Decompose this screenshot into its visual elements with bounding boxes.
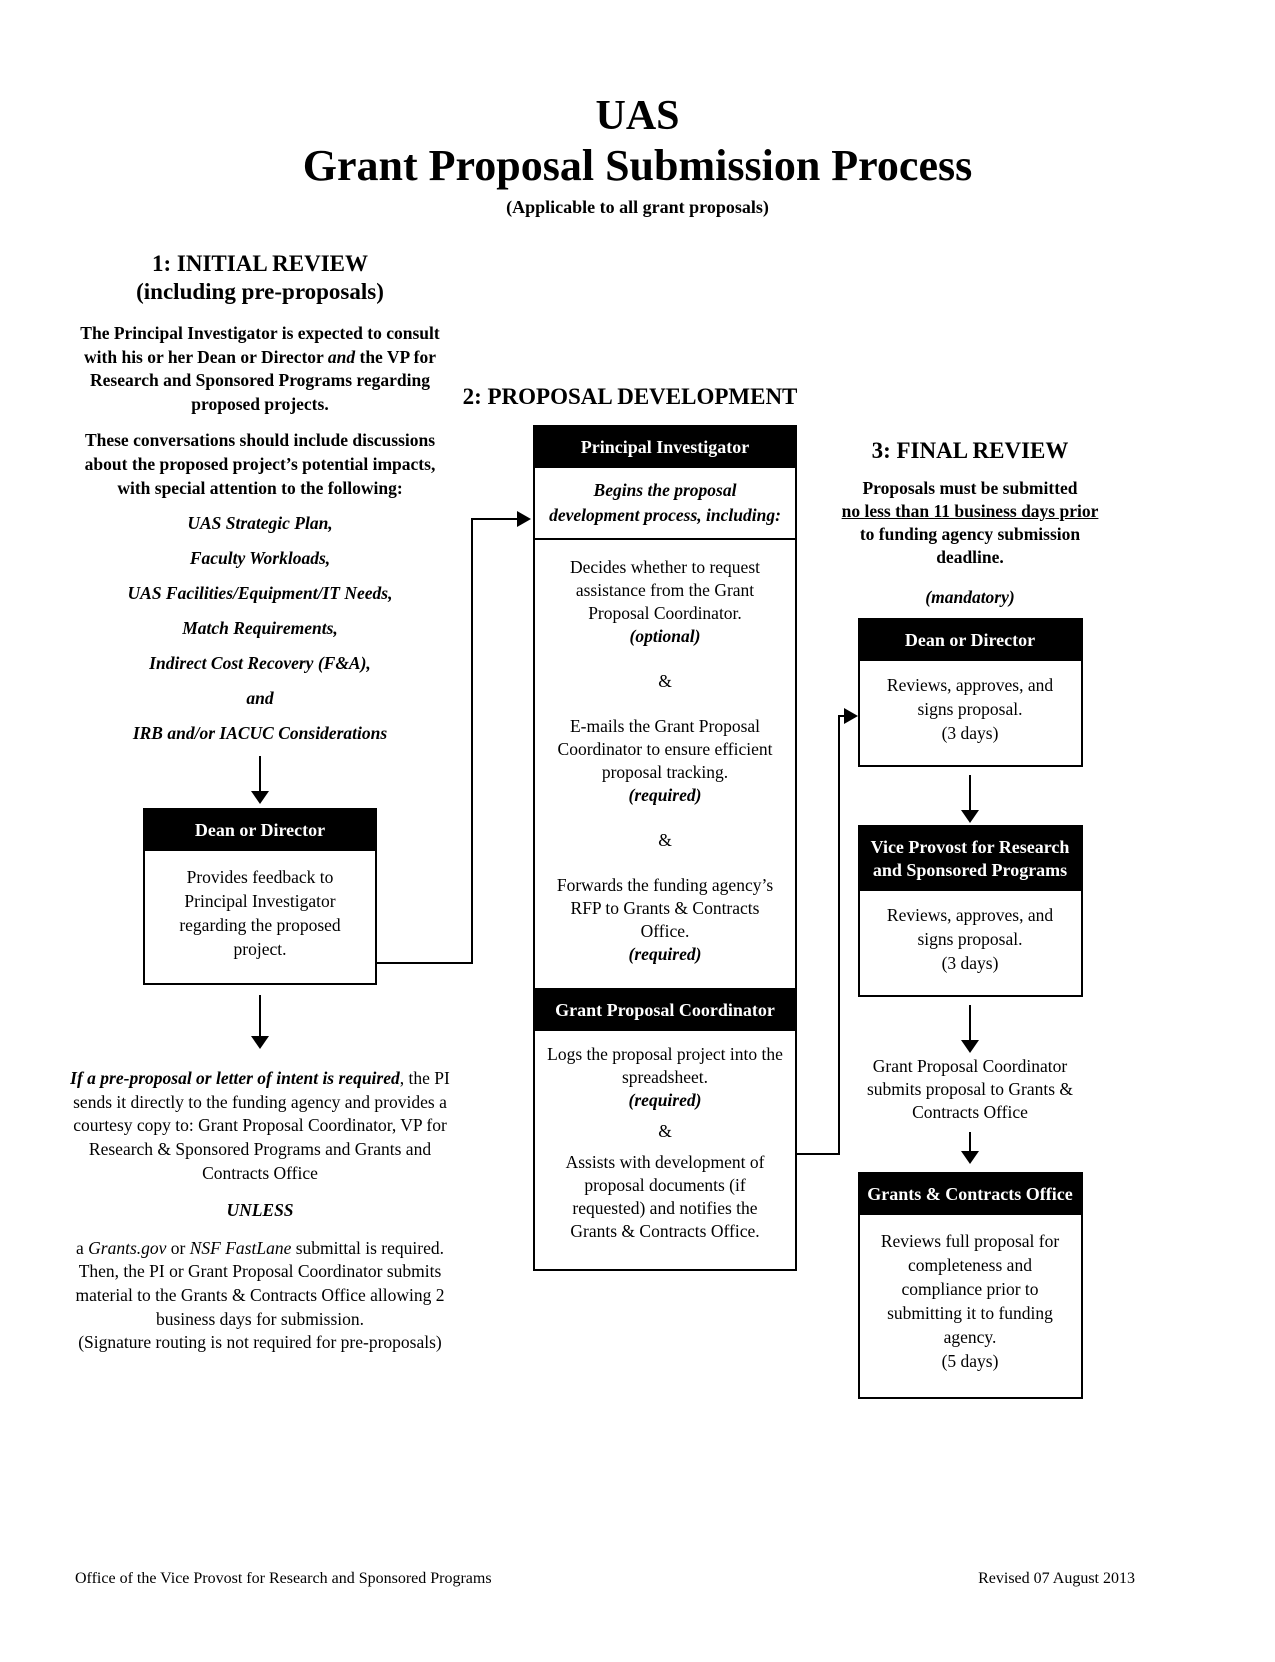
box-body: [860, 891, 1081, 995]
pi-task-1: [547, 556, 783, 648]
consideration-item: Match Requirements,: [182, 618, 338, 639]
principal-investigator-header: Principal Investigator: [535, 427, 795, 468]
right-arrowhead-icon: [517, 511, 531, 527]
box-body: [860, 1215, 1081, 1397]
section-final-review: [820, 437, 1120, 1399]
vice-provost-box: [858, 825, 1083, 997]
title-line-main: Grant Proposal Submission Process: [302, 141, 973, 190]
elbow-connector-left-to-middle-vertical: [471, 518, 473, 964]
elbow-connector-left-to-middle-horizontal: [377, 962, 473, 964]
box-duration: (3 days): [941, 723, 999, 743]
elbow-connector-left-to-middle-top: [471, 518, 517, 520]
paragraph-text: the VP for Research and Sponsored Programs regarding proposed projects.: [90, 346, 436, 414]
box-header: Grants & Contracts Office: [860, 1174, 1081, 1215]
box-body-text: Reviews full proposal for completeness and compliance prior to submitting it to funding agency.: [880, 1231, 1060, 1347]
grant-proposal-coordinator-header: Grant Proposal Coordinator: [535, 988, 795, 1031]
signature-routing-note: (Signature routing is not required for pre-proposals): [78, 1332, 442, 1353]
proposal-development-heading: 2: PROPOSAL DEVELOPMENT: [462, 384, 798, 409]
box-body-text: Reviews, approves, and signs proposal.: [886, 675, 1054, 719]
down-arrow-icon: [969, 1005, 971, 1041]
box-body: Provides feedback to Principal Investigator regarding the proposed project.: [179, 867, 341, 960]
initial-review-heading-line1: 1: INITIAL REVIEW: [152, 251, 368, 276]
paragraph-text: a: [76, 1237, 89, 1258]
dean-director-box-initial: [143, 808, 377, 985]
gpc-task-1: [547, 1043, 783, 1112]
grants-gov-label: Grants.gov: [88, 1237, 167, 1258]
pi-intro: Begins the proposal development process, including:: [535, 468, 795, 540]
down-arrow-icon: [259, 995, 261, 1037]
intro-line: Proposals must be submitted: [862, 478, 1078, 498]
consideration-item: Indirect Cost Recovery (F&A),: [149, 653, 371, 674]
task-text: Logs the proposal project into the spreadsheet.: [547, 1044, 783, 1087]
down-arrow-icon: [969, 1132, 971, 1152]
task-tag-required: (required): [628, 1090, 702, 1110]
proposal-development-box: [533, 425, 797, 1271]
initial-review-heading-line2: (including pre-proposals): [136, 279, 384, 304]
grants-contracts-office-box: [858, 1172, 1083, 1399]
dean-director-box-final: [858, 618, 1083, 767]
final-review-heading: 3: FINAL REVIEW: [871, 438, 1069, 463]
gpc-task-2: Assists with development of proposal documents (if requested) and notifies the Grants & Contracts Office.: [565, 1152, 765, 1241]
final-review-intro: [825, 477, 1115, 569]
section-initial-review: [65, 250, 455, 1355]
initial-review-paragraph-2: These conversations should include discussions about the proposed project’s potential impacts, with special attention to the following:: [84, 430, 436, 498]
task-tag-required: (required): [628, 785, 702, 805]
box-header: Dean or Director: [145, 810, 375, 851]
nsf-fastlane-label: NSF FastLane: [189, 1237, 292, 1258]
box-body: [860, 661, 1081, 765]
elbow-connector-middle-to-right-vertical: [838, 715, 840, 1155]
footer-revision-date: Revised 07 August 2013: [978, 1570, 1135, 1587]
task-tag-required: (required): [628, 944, 702, 964]
intro-line: to funding agency submission deadline.: [859, 524, 1081, 567]
ampersand-separator: &: [658, 671, 672, 691]
pi-task-2: [547, 715, 783, 807]
footer-office-label: Office of the Vice Provost for Research and Sponsored Programs: [75, 1570, 492, 1587]
page-title: [0, 92, 1275, 220]
box-header: Dean or Director: [860, 620, 1081, 661]
mandatory-label: (mandatory): [925, 587, 1015, 607]
down-arrow-icon: [259, 756, 261, 792]
title-subtitle: (Applicable to all grant proposals): [506, 197, 769, 217]
box-body-text: Reviews, approves, and signs proposal.: [886, 905, 1054, 949]
paragraph-text: The Principal Investigator is expected to consult with his or her Dean or Director: [80, 323, 440, 367]
paragraph-emphasis: and: [327, 346, 356, 367]
preproposal-paragraph: [69, 1067, 451, 1185]
title-line-uas: UAS: [595, 93, 680, 139]
elbow-connector-middle-to-right-horizontal: [797, 1153, 840, 1155]
box-duration: (5 days): [941, 1351, 999, 1371]
ampersand-separator: &: [658, 830, 672, 850]
paragraph-text: or: [166, 1237, 190, 1258]
submittal-paragraph: [69, 1237, 451, 1355]
paragraph-text: , the PI sends it directly to the funding agency and provides a courtesy copy to: Grant Proposal Coordinator, VP for Research & Sponsored Programs and Grants and Contracts Office: [73, 1068, 450, 1183]
task-text: Decides whether to request assistance from the Grant Proposal Coordinator.: [570, 557, 760, 623]
pi-tasks: [535, 540, 795, 988]
ampersand-separator: &: [658, 1121, 672, 1141]
initial-review-paragraph-1: [80, 322, 440, 416]
paragraph-text: submittal is required. Then, the PI or Grant Proposal Coordinator submits material to the Grants & Contracts Office allowing 2 business days for submission.: [75, 1237, 445, 1329]
consideration-item: IRB and/or IACUC Considerations: [132, 723, 388, 744]
intro-deadline-underlined: no less than 11 business days prior: [841, 501, 1099, 521]
unless-label: UNLESS: [226, 1200, 294, 1221]
down-arrow-icon: [969, 775, 971, 811]
box-header: Vice Provost for Research and Sponsored Programs: [860, 827, 1081, 891]
consideration-item: Faculty Workloads,: [189, 548, 331, 569]
pi-task-3: [547, 874, 783, 966]
right-arrowhead-icon: [844, 708, 858, 724]
consideration-item: and: [246, 688, 274, 709]
task-text: E-mails the Grant Proposal Coordinator to ensure efficient proposal tracking.: [557, 716, 773, 782]
initial-review-heading: [65, 250, 455, 306]
box-duration: (3 days): [941, 953, 999, 973]
gpc-tasks: [535, 1031, 795, 1269]
coordinator-submits-note: Grant Proposal Coordinator submits proposal to Grants & Contracts Office: [866, 1056, 1074, 1122]
task-text: Forwards the funding agency’s RFP to Grants & Contracts Office.: [556, 875, 774, 941]
consideration-item: UAS Facilities/Equipment/IT Needs,: [127, 583, 393, 604]
task-tag-optional: (optional): [629, 626, 701, 646]
consideration-item: UAS Strategic Plan,: [187, 513, 333, 534]
paragraph-lead: If a pre-proposal or letter of intent is required: [70, 1068, 400, 1089]
